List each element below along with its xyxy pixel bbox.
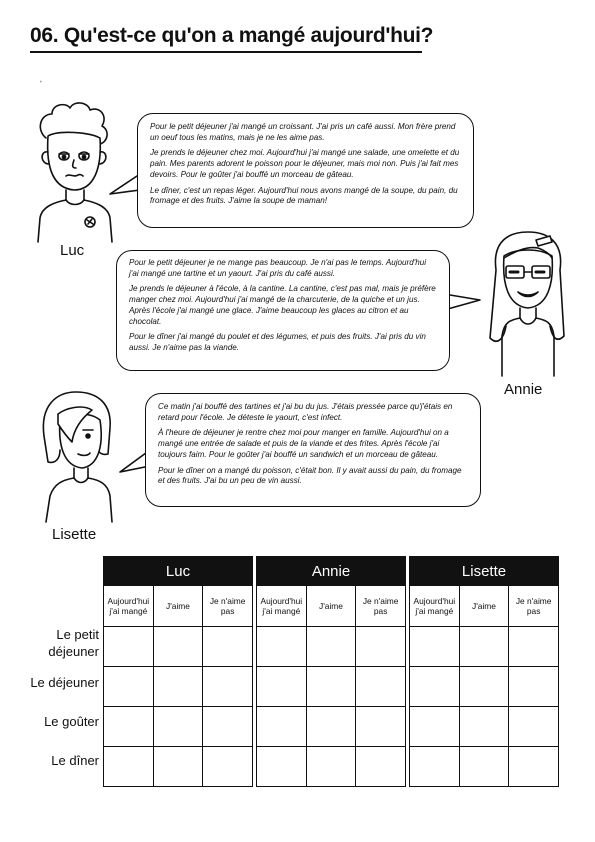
answer-cell[interactable] (509, 747, 559, 787)
speech-paragraph: À l'heure de déjeuner je rentre chez moi pour manger en famille. Aujourd'hui on a mangé une entrée de salade et puis de la viande et des frites. Après l'école j'ai toujours faim. Pour le goûter j'ai bouffé un sandwich et un morceau de gâteau. (158, 428, 449, 460)
answer-cell[interactable] (153, 667, 203, 707)
answer-cell[interactable] (356, 627, 406, 667)
answer-cell[interactable] (257, 747, 307, 787)
speech-paragraph: Je prends le déjeuner chez moi. Aujourd'hui j'ai mangé une salade, une omelette et du pain. Mes parents adorent le poisson pour le déjeuner, mais moi non. Puis j'ai fait mes devoirs. Pour le goûter j'ai bouffé un morceau de gâteau. (150, 148, 460, 180)
answer-cell[interactable] (257, 707, 307, 747)
character-name: Annie (504, 381, 543, 398)
answer-grid-lisette (409, 556, 559, 787)
answer-cell[interactable] (153, 627, 203, 667)
answer-cell[interactable] (459, 627, 509, 667)
answer-cell[interactable] (356, 667, 406, 707)
column-header: Je n'aime pas (509, 586, 559, 627)
answer-cell[interactable] (356, 707, 406, 747)
speech-paragraph: Pour le petit déjeuner je ne mange pas beaucoup. Je n'ai pas le temps. Aujourd'hui j'ai mangé une tartine et un yaourt. J'ai pris du café aussi. (129, 258, 427, 278)
row-label-dejeuner: Le déjeuner (30, 675, 99, 690)
column-header: Aujourd'hui j'ai mangé (257, 586, 307, 627)
answer-cell[interactable] (459, 747, 509, 787)
answer-cell[interactable] (104, 667, 154, 707)
column-header: J'aime (306, 586, 356, 627)
answer-cell[interactable] (104, 627, 154, 667)
answer-cell[interactable] (104, 707, 154, 747)
speech-paragraph: Ce matin j'ai bouffé des tartines et j'ai bu du jus. J'étais pressée parce qu'j'étais en retard pour l'école. Je déteste le yaourt, c'est infect. (158, 402, 453, 422)
answer-cell[interactable] (104, 747, 154, 787)
row-label-petit-dejeuner (9, 626, 99, 660)
column-header: J'aime (459, 586, 509, 627)
boy-portrait-illustration (28, 96, 120, 244)
girl-with-bob-haircut-illustration (32, 384, 128, 524)
answer-cell[interactable] (257, 627, 307, 667)
answer-cell[interactable] (509, 707, 559, 747)
character-name: Luc (60, 242, 85, 259)
answer-cell[interactable] (356, 747, 406, 787)
answer-cell[interactable] (257, 667, 307, 707)
answer-cell[interactable] (410, 707, 460, 747)
answer-cell[interactable] (410, 627, 460, 667)
grid-header-name: Luc (104, 557, 253, 586)
answer-cell[interactable] (203, 667, 253, 707)
speech-bubble (137, 113, 474, 228)
speech-paragraph: Je prends le déjeuner à l'école, à la cantine. La cantine, c'est pas mal, mais je préfère manger chez moi. Aujourd'hui j'ai mangé de la charcuterie, de la quiche et un jus. Après l'école j'ai mangé une glace. J'aime beaucoup les glaces au citron et au chocolat. (129, 284, 436, 327)
answer-cell[interactable] (410, 667, 460, 707)
answer-cell[interactable] (509, 667, 559, 707)
row-label-diner: Le dîner (51, 753, 99, 768)
grid-header-name: Annie (257, 557, 406, 586)
page-title: 06. Qu'est-ce qu'on a mangé aujourd'hui? (30, 24, 422, 53)
column-header: J'aime (153, 586, 203, 627)
answer-cell[interactable] (509, 627, 559, 667)
answer-cell[interactable] (306, 627, 356, 667)
answer-cell[interactable] (306, 747, 356, 787)
speech-bubble (145, 393, 481, 507)
girl-with-glasses-illustration (480, 226, 576, 378)
speech-bubble (116, 250, 450, 371)
answer-grid-luc (103, 556, 253, 787)
speech-paragraph: Pour le dîner on a mangé du poisson, c'était bon. Il y avait aussi du pain, du fromage et des fruits. J'ai bu un peu de vin aussi. (158, 465, 462, 486)
answer-cell[interactable] (153, 747, 203, 787)
row-label-text: Le petit déjeuner (48, 627, 99, 659)
speech-paragraph: Le dîner, c'est un repas léger. Aujourd'hui nous avons mangé de la soupe, du pain, du fromage et des fruits. J'aime la soupe de maman! (150, 185, 458, 206)
column-header: Je n'aime pas (356, 586, 406, 627)
answer-cell[interactable] (203, 627, 253, 667)
answer-cell[interactable] (203, 747, 253, 787)
answer-grid-annie (256, 556, 406, 787)
answer-cell[interactable] (306, 667, 356, 707)
answer-cell[interactable] (153, 707, 203, 747)
speech-paragraph: Pour le dîner j'ai mangé du poulet et des légumes, et puis des fruits. J'ai pris du vin aussi. Je n'aime pas la viande. (129, 332, 426, 353)
answer-cell[interactable] (459, 707, 509, 747)
answer-cell[interactable] (306, 707, 356, 747)
answer-cell[interactable] (410, 747, 460, 787)
answer-cell[interactable] (203, 707, 253, 747)
column-header: Aujourd'hui j'ai mangé (104, 586, 154, 627)
stray-mark: ʼ (40, 80, 42, 89)
grid-header-name: Lisette (410, 557, 559, 586)
column-header: Aujourd'hui j'ai mangé (410, 586, 460, 627)
column-header: Je n'aime pas (203, 586, 253, 627)
character-name: Lisette (52, 526, 97, 543)
row-label-gouter: Le goûter (44, 714, 99, 729)
speech-paragraph: Pour le petit déjeuner j'ai mangé un croissant. J'ai pris un café aussi. Mon frère prend un oeuf tous les matins, mais je ne les aime pas. (150, 122, 456, 142)
answer-cell[interactable] (459, 667, 509, 707)
